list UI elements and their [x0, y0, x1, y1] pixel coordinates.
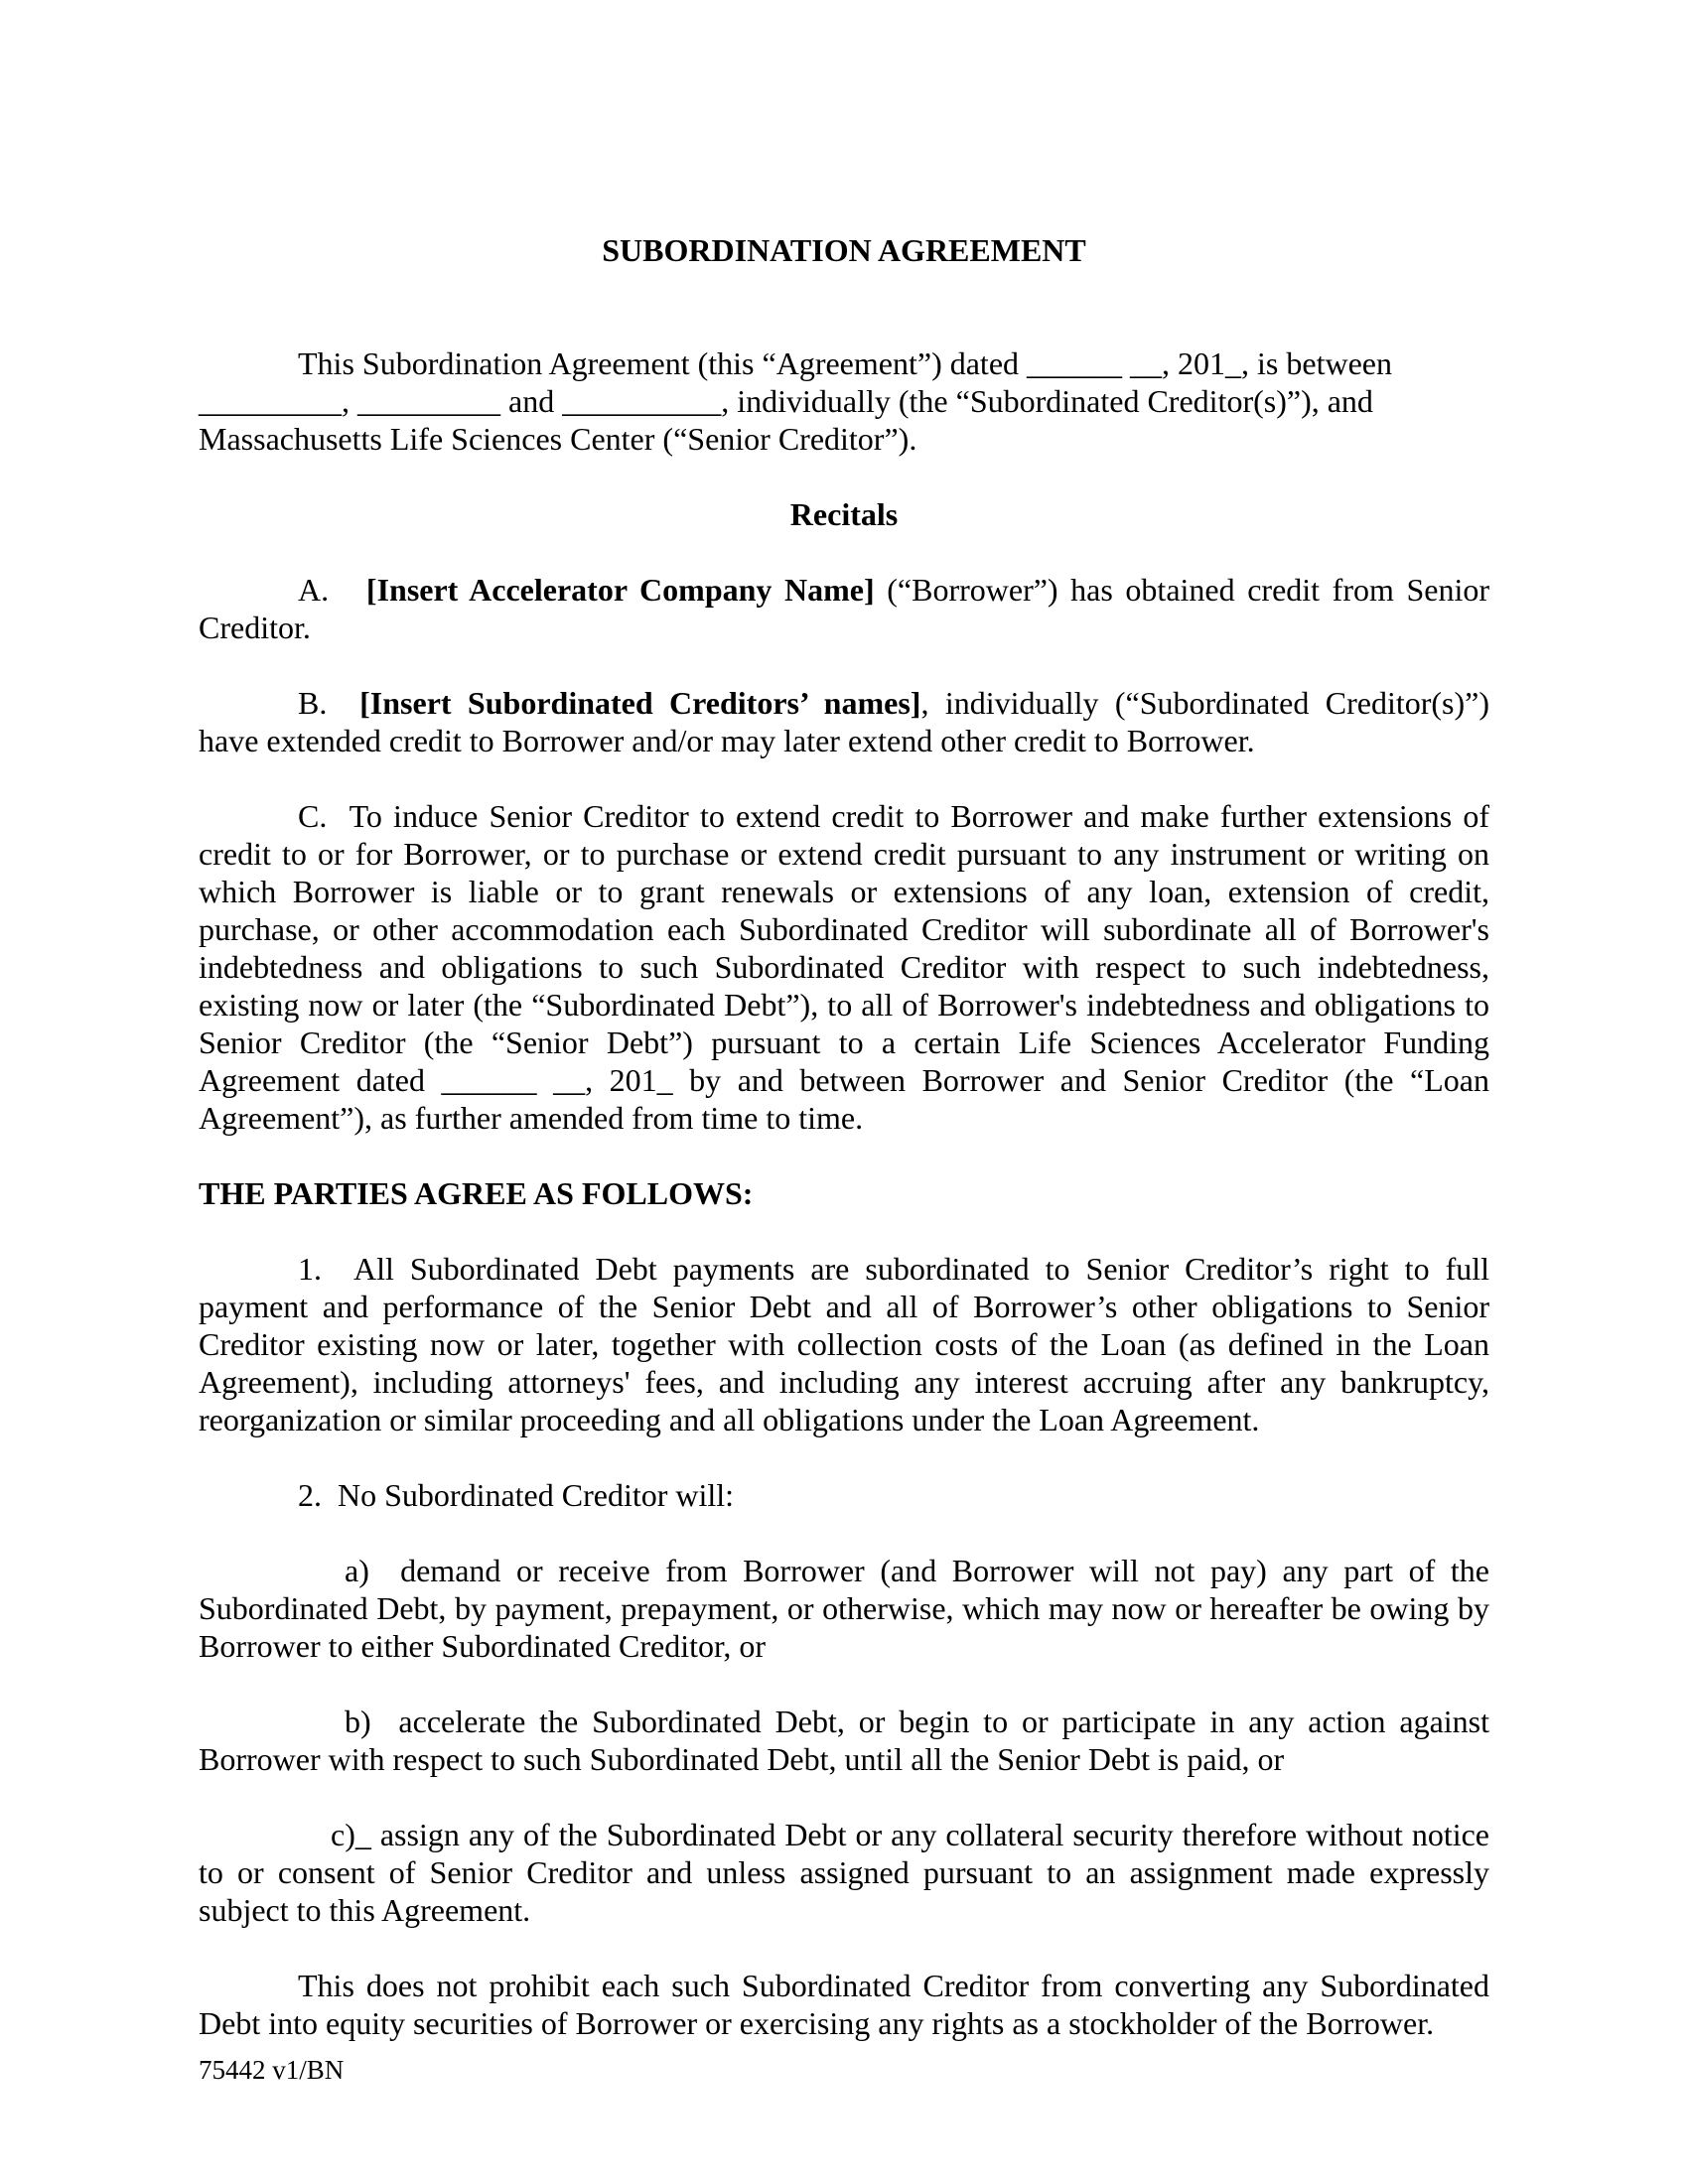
recital-c: C. To induce Senior Creditor to extend credit to Borrower and make further extensions of credit to or for Borrower, or to purchase or extend credit pursuant to any instrument or writing on which Borrower is liable or to grant renewals or extensions of any loan, extension of credit, purchase, or other accommodation each Subordinated Creditor will subordinate all of Borrower's indebtedness and obligations to such Subordinated Creditor with respect to such indebtedness, existing now or later (the “Subordinated Debt”), to all of Borrower's indebtedness and obligations to Senior Creditor (the “Senior Debt”) pursuant to a certain Life Sciences Accelerator Funding Agreement dated ______ __, 201_ by and between Borrower and Senior Creditor (the “Loan Agreement”), as further amended from time to time. — [199, 798, 1489, 1136]
paragraphs-container — [199, 344, 1489, 2042]
closing-paragraph: This does not prohibit each such Subordinated Creditor from converting any Subordinated Debt into equity securities of Borrower or exercising any rights as a stockholder of the Borrower. — [199, 1968, 1489, 2041]
recitals-heading: Recitals — [789, 496, 899, 532]
footer-document-number: 75442 v1/BN — [199, 2055, 345, 2085]
intro-paragraph: This Subordination Agreement (this “Agreement”) dated ______ __, 201_, is between _________, _________ and __________, individually (the “Subordinated Creditor(s)”), and Massachusetts Life Sciences Center (“Senior Creditor”). — [199, 345, 1392, 457]
recital-a: A. [Insert Accelerator Company Name] (“Borrower”) has obtained credit from Senior Creditor. — [199, 572, 1490, 645]
clause-b: b) accelerate the Subordinated Debt, or begin to or participate in any action against Borrower with respect to such Subordinated Debt, until all the Senior Debt is paid, or — [199, 1704, 1489, 1777]
recital-b: B. [Insert Subordinated Creditors’ names], individually (“Subordinated Creditor(s)”) have extended credit to Borrower and/or may later extend other credit to Borrower. — [199, 685, 1490, 758]
page-title: SUBORDINATION AGREEMENT — [602, 232, 1086, 268]
clause-a: a) demand or receive from Borrower (and Borrower will not pay) any part of the Subordinated Debt, by payment, prepayment, or otherwise, which may now or hereafter be owing by Borrower to either Subordinated Creditor, or — [199, 1553, 1489, 1664]
section-2: 2. No Subordinated Creditor will: — [298, 1477, 735, 1513]
clause-c: c)_ assign any of the Subordinated Debt or any collateral security therefore without notice to or consent of Senior Creditor and unless assigned pursuant to an assignment made expressly subject to this Agreement. — [199, 1817, 1489, 1928]
section-1: 1. All Subordinated Debt payments are subordinated to Senior Creditor’s right to full payment and performance of the Senior Debt and all of Borrower’s other obligations to Senior Creditor existing now or later, together with collection costs of the Loan (as defined in the Loan Agreement), including attorneys' fees, and including any interest accruing after any bankruptcy, reorganization or similar proceeding and all obligations under the Loan Agreement. — [199, 1251, 1489, 1437]
parties-heading: THE PARTIES AGREE AS FOLLOWS: — [199, 1175, 754, 1211]
document-body — [199, 231, 1489, 2080]
